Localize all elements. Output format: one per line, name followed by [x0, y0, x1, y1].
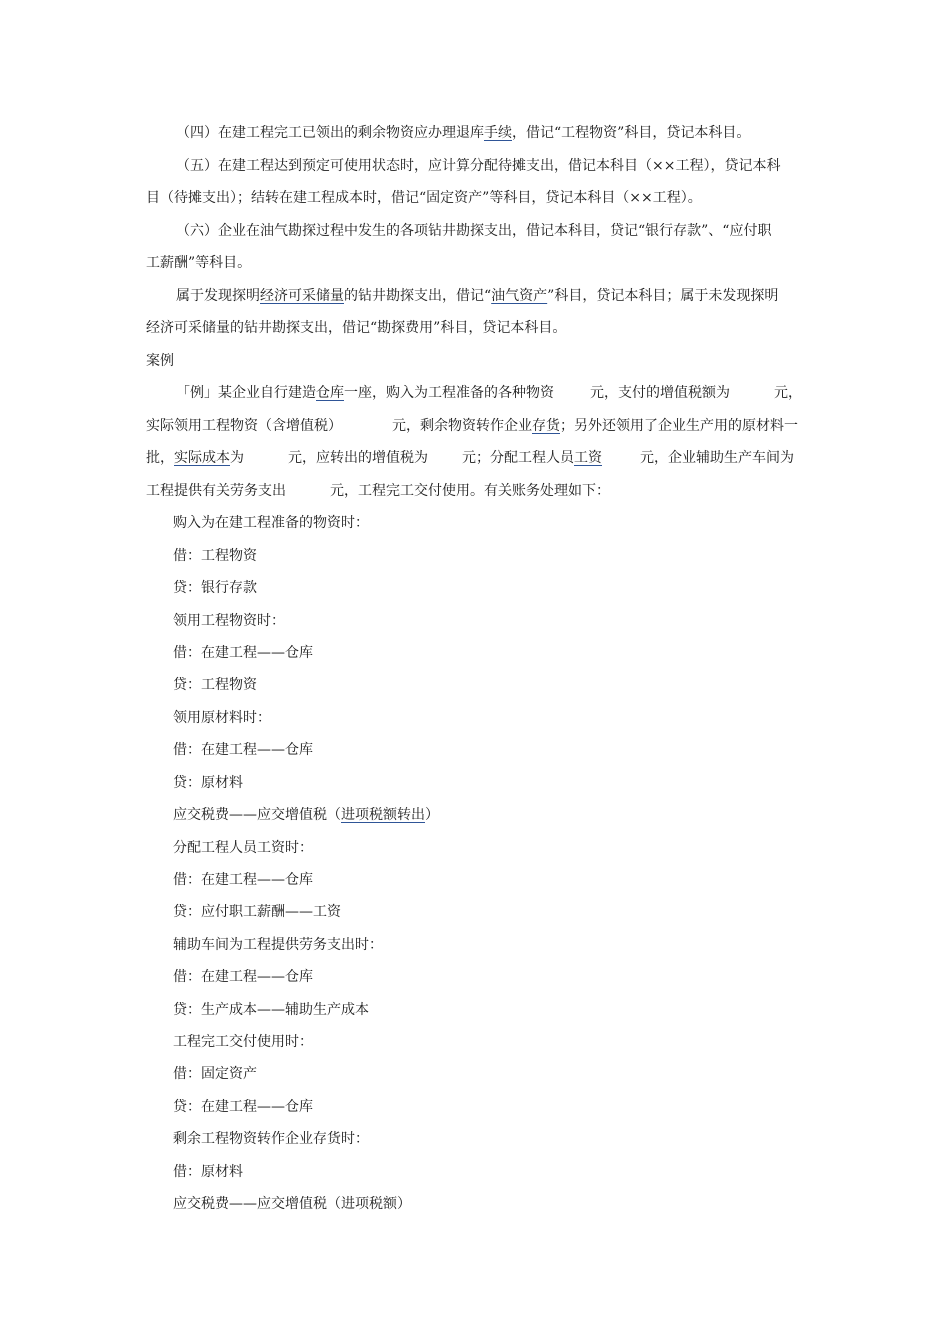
entry-line: 贷：应付职工薪酬——工资	[173, 904, 341, 920]
p7-link-oil-assets[interactable]: 油气资产	[491, 288, 548, 304]
p4-link-shouxu[interactable]: 手续	[484, 125, 512, 141]
entry-line: 应交税费——应交增值税（进项税额）	[173, 1196, 411, 1212]
entry-line: 工程完工交付使用时：	[173, 1034, 313, 1050]
example-text: 元，剩余物资转作企业	[392, 418, 532, 434]
example-line-3	[146, 448, 794, 468]
example-text: 「例」某企业自行建造	[176, 385, 316, 401]
vat-out-link[interactable]: 进项税额转出	[341, 807, 425, 823]
entry-line: 分配工程人员工资时：	[173, 840, 313, 856]
p7-text-2: 的钻井勘探支出，借记“	[344, 288, 492, 304]
paragraph-5-line-2: 目（待摊支出）；结转在建工程成本时，借记“固定资产”等科目，贷记本科目（××工程）。	[146, 190, 702, 206]
paragraph-6-line-1: （六）企业在油气勘探过程中发生的各项钻井勘探支出，借记本科目，贷记“银行存款”、“应付职	[176, 223, 772, 239]
paragraph-6-line-2: 工薪酬”等科目。	[146, 255, 252, 271]
entry-line: 购入为在建工程准备的物资时：	[173, 515, 369, 531]
entry-line: 领用原材料时：	[173, 710, 271, 726]
example-text: 元，企业辅助生产车间为	[640, 450, 794, 466]
entry-line: 借：固定资产	[173, 1066, 257, 1082]
entry-line: 贷：生产成本——辅助生产成本	[173, 1002, 369, 1018]
paragraph-7-line-2: 经济可采储量的钻井勘探支出，借记“勘探费用”科目，贷记本科目。	[146, 320, 567, 336]
entry-line: 借：在建工程——仓库	[173, 742, 313, 758]
p7-text-3: ”科目，贷记本科目；属于未发现探明	[547, 288, 779, 304]
example-text: 元，支付的增值税额为	[590, 385, 730, 401]
example-text: ；另外还领用了企业生产用的原材料一	[560, 418, 798, 434]
entry-line: 借：在建工程——仓库	[173, 645, 313, 661]
example-text: 批，	[146, 450, 174, 466]
example-link-wages[interactable]: 工资	[574, 450, 602, 466]
paragraph-7-line-1	[176, 286, 778, 306]
entry-line: 剩余工程物资转作企业存货时：	[173, 1131, 369, 1147]
example-text: 元，应转出的增值税为	[288, 450, 428, 466]
paragraph-5-line-1: （五）在建工程达到预定可使用状态时，应计算分配待摊支出，借记本科目（××工程），贷记本科	[176, 158, 781, 174]
case-heading: 案例	[146, 353, 174, 369]
entry-line: 辅助车间为工程提供劳务支出时：	[173, 937, 383, 953]
p4-text-2: ，借记“工程物资”科目，贷记本科目。	[512, 125, 751, 141]
example-link-actual-cost[interactable]: 实际成本	[174, 450, 230, 466]
example-text: 元，	[774, 385, 802, 401]
entry-line: 贷：原材料	[173, 775, 243, 791]
entry-line: 借：在建工程——仓库	[173, 969, 313, 985]
entry-line-vat-out	[173, 805, 439, 825]
example-text: 一座，购入为工程准备的各种物资	[344, 385, 554, 401]
example-text: 工程提供有关劳务支出	[146, 483, 286, 499]
entry-line: 借：在建工程——仓库	[173, 872, 313, 888]
vat-out-text-2: ）	[425, 807, 439, 823]
example-text: 实际领用工程物资（含增值税）	[146, 418, 342, 434]
example-text: 为	[230, 450, 244, 466]
entry-line: 领用工程物资时：	[173, 613, 285, 629]
example-text: 元；分配工程人员	[462, 450, 574, 466]
entry-line: 贷：工程物资	[173, 677, 257, 693]
entry-line: 借：工程物资	[173, 548, 257, 564]
entry-line: 贷：在建工程——仓库	[173, 1099, 313, 1115]
example-line-1	[176, 383, 802, 403]
entry-line: 借：原材料	[173, 1164, 243, 1180]
p4-text-1: （四）在建工程完工已领出的剩余物资应办理退库	[176, 125, 484, 141]
example-link-warehouse[interactable]: 仓库	[316, 385, 344, 401]
example-text: 元，工程完工交付使用。有关账务处理如下：	[330, 483, 610, 499]
paragraph-4	[176, 123, 750, 143]
example-line-4	[146, 481, 610, 501]
entry-line: 贷：银行存款	[173, 580, 257, 596]
p7-link-reserves[interactable]: 经济可采储量	[260, 288, 344, 304]
example-line-2	[146, 416, 798, 436]
example-link-inventory[interactable]: 存货	[532, 418, 560, 434]
p7-text-1: 属于发现探明	[176, 288, 260, 304]
vat-out-text-1: 应交税费——应交增值税（	[173, 807, 341, 823]
